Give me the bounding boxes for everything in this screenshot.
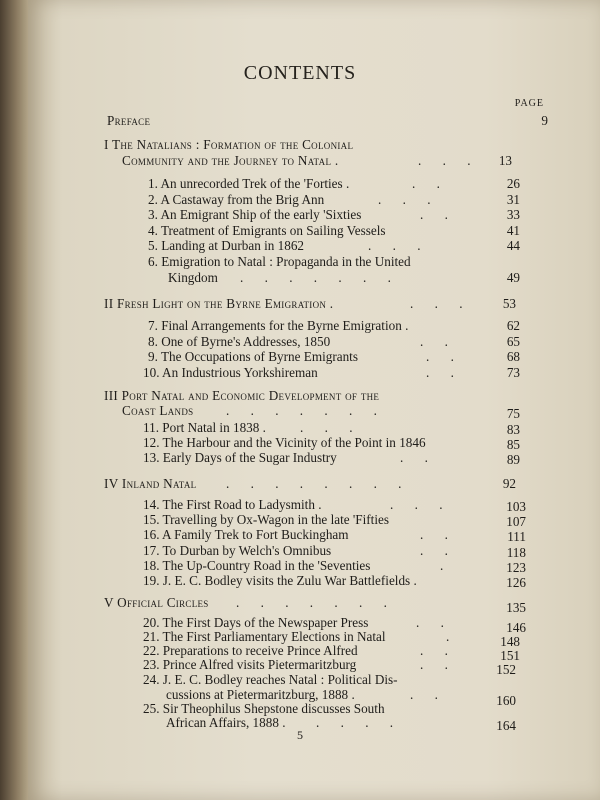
entry-3-text: 3. An Emigrant Ship of the early 'Sixties: [148, 207, 362, 222]
entry-5-dots: . . .: [368, 238, 430, 253]
entry-25-text: 25. Sir Theophilus Shepstone discusses South: [143, 701, 385, 716]
entry-13-dots: . .: [400, 450, 437, 465]
part1-title-line1: I The Natalians : Formation of the Colonial: [104, 137, 354, 152]
entry-6-page: 49: [506, 270, 520, 285]
entry-12-page: 85: [506, 437, 520, 452]
entry-15-text: 15. Travelling by Ox-Wagon in the late 'Fifties: [143, 512, 389, 527]
part3-page: 75: [506, 406, 520, 421]
entry-2-dots: . . .: [378, 192, 440, 207]
part1-page: 13: [498, 153, 512, 168]
part2-page: 53: [502, 296, 516, 311]
entry-11-text: 11. Port Natal in 1838 .: [143, 420, 266, 435]
entry-17-text: 17. To Durban by Welch's Omnibus: [143, 543, 332, 558]
entry-24-text: 24. J. E. C. Bodley reaches Natal : Political Dis-: [143, 672, 398, 687]
entry-3-page: 33: [506, 207, 520, 222]
entry-23-text: 23. Prince Alfred visits Pietermaritzburg: [143, 657, 357, 672]
entry-9-dots: . .: [426, 349, 463, 364]
entry-17-dots: . .: [420, 543, 457, 558]
entry-12-text: 12. The Harbour and the Vicinity of the Point in 1846: [143, 435, 426, 450]
entry-24-text-cont: cussions at Pietermaritzburg, 1888 .: [166, 687, 355, 702]
entry-21-dots: .: [446, 629, 459, 644]
entry-13-text: 13. Early Days of the Sugar Industry: [143, 450, 337, 465]
part5-dots: . . . . . . .: [236, 595, 396, 610]
entry-23-page: 152: [496, 662, 516, 677]
entry-1-page: 26: [506, 176, 520, 191]
entry-8-dots: . .: [420, 334, 457, 349]
entry-24-page: 160: [496, 693, 516, 708]
page-number: 5: [297, 728, 303, 742]
entry-13-page: 89: [506, 452, 520, 467]
entry-10-text: 10. An Industrious Yorkshireman: [143, 365, 318, 380]
entry-22-page: 151: [500, 648, 520, 663]
entry-9-page: 68: [506, 349, 520, 364]
entry-10-page: 73: [506, 365, 520, 380]
preface-label: Preface: [107, 113, 151, 128]
part1-dots: . . .: [418, 153, 480, 168]
part3-title-line1: III Port Natal and Economic Development of the: [104, 388, 380, 403]
entry-15-page: 107: [506, 514, 526, 529]
entry-22-text: 22. Preparations to receive Prince Alfred: [143, 643, 358, 658]
entry-25-dots: . . . .: [316, 715, 403, 730]
entry-16-dots: . .: [420, 527, 457, 542]
entry-20-text: 20. The First Days of the Newspaper Press: [143, 615, 369, 630]
part5-page: 135: [506, 600, 526, 615]
entry-18-text: 18. The Up-Country Road in the 'Seventies: [143, 558, 371, 573]
entry-5-text: 5. Landing at Durban in 1862: [148, 238, 305, 253]
entry-1-text: 1. An unrecorded Trek of the 'Forties .: [148, 176, 350, 191]
part4-page: 92: [502, 476, 516, 491]
part4-title: IV Inland Natal: [104, 476, 197, 491]
entry-21-page: 148: [500, 634, 520, 649]
entry-25-page: 164: [496, 718, 516, 733]
entry-25-text-cont: African Affairs, 1888 .: [166, 715, 286, 730]
entry-20-page: 146: [506, 620, 526, 635]
part3-title-line2: Coast Lands: [122, 403, 194, 418]
entry-8-text: 8. One of Byrne's Addresses, 1850: [148, 334, 331, 349]
part2-dots: . . .: [410, 296, 472, 311]
entry-14-page: 103: [506, 499, 526, 514]
part5-title: V Official Circles: [104, 595, 209, 610]
entry-1-dots: . .: [412, 176, 449, 191]
part2-title: II Fresh Light on the Byrne Emigration .: [104, 296, 334, 311]
entry-16-page: 111: [507, 529, 526, 544]
entry-7-text: 7. Final Arrangements for the Byrne Emigration .: [148, 318, 409, 333]
entry-6-dots: . . . . . . .: [240, 270, 400, 285]
book-spine: [0, 0, 30, 800]
entry-4-page: 41: [506, 223, 520, 238]
entry-11-dots: . . .: [300, 420, 362, 435]
entry-10-dots: . .: [426, 365, 463, 380]
entry-18-page: 123: [506, 560, 526, 575]
entry-20-dots: . .: [416, 615, 453, 630]
entry-8-page: 65: [506, 334, 520, 349]
entry-2-text: 2. A Castaway from the Brig Ann: [148, 192, 325, 207]
entry-6-text-cont: Kingdom: [168, 270, 218, 285]
entry-6-text: 6. Emigration to Natal : Propaganda in the United: [148, 254, 411, 269]
part4-dots: . . . . . . . .: [226, 476, 411, 491]
entry-19-page: 126: [506, 575, 526, 590]
page-column-label: PAGE: [514, 98, 544, 109]
entry-23-dots: . .: [420, 657, 457, 672]
entry-2-page: 31: [506, 192, 520, 207]
entry-19-text: 19. J. E. C. Bodley visits the Zulu War Battlefields .: [143, 573, 417, 588]
entry-21-text: 21. The First Parliamentary Elections in Natal: [143, 629, 386, 644]
entry-9-text: 9. The Occupations of Byrne Emigrants: [148, 349, 358, 364]
entry-22-dots: . .: [420, 643, 457, 658]
entry-14-dots: . . .: [390, 497, 452, 512]
entry-16-text: 16. A Family Trek to Fort Buckingham: [143, 527, 349, 542]
entry-3-dots: . .: [420, 207, 457, 222]
entry-7-page: 62: [506, 318, 520, 333]
entry-18-dots: .: [440, 558, 453, 573]
entry-11-page: 83: [506, 422, 520, 437]
part1-title-line2: Community and the Journey to Natal .: [122, 153, 339, 168]
entry-14-text: 14. The First Road to Ladysmith .: [143, 497, 322, 512]
entry-4-text: 4. Treatment of Emigrants on Sailing Vessels: [148, 223, 386, 238]
entry-24-dots: . .: [410, 687, 447, 702]
part3-dots: . . . . . . .: [226, 403, 386, 418]
contents-title: CONTENTS: [243, 62, 357, 84]
entry-5-page: 44: [506, 238, 520, 253]
entry-17-page: 118: [506, 545, 526, 560]
preface-page: 9: [541, 113, 548, 128]
